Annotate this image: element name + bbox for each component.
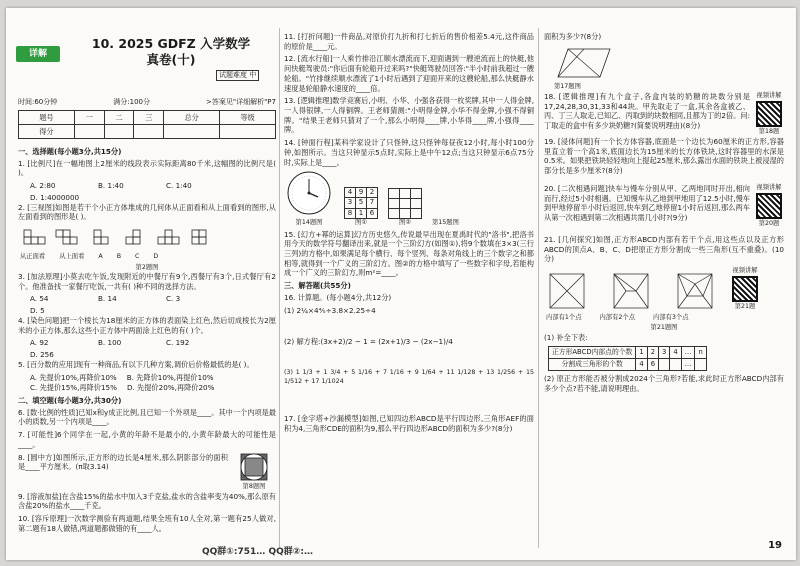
video-label-20: 视频讲解: [756, 183, 782, 191]
magic-square-2-cell: [389, 209, 400, 219]
qq-group-bar: QQ群①:751… QQ群②:…: [202, 546, 313, 557]
q21-table-head-3: 3: [659, 346, 670, 358]
column-1: [18, 144, 276, 550]
question-16: 16. 计算题。(每小题4分,共12分): [284, 292, 392, 302]
q21-label-0: 内部有1个点: [546, 313, 582, 321]
q5-option-1: B. 先降价10%,再提价10%: [126, 372, 214, 382]
question-2-figures: [18, 225, 276, 251]
qr-code-21[interactable]: [732, 276, 758, 302]
magic-square-2-cell: [411, 199, 422, 209]
magic-square-2-cell: [411, 189, 422, 199]
question-16-1: (1) 2¼×4⅘÷3.8×2.25÷4: [284, 305, 376, 315]
magic-square-1-cell: 7: [367, 198, 378, 208]
question-17-continued: 面积为多少?(8分): [544, 32, 602, 41]
score-cell-0: 得分: [19, 125, 75, 139]
question-21-part-1: (1) 补全下表:: [544, 332, 588, 342]
q21-label-1: 内部有2个点: [599, 313, 635, 321]
circle-square-figure: [237, 453, 271, 481]
q2-label-1: 从上面看: [59, 253, 85, 261]
question-17-caption: 第17题图: [554, 83, 581, 91]
q2-label-2: A: [98, 253, 103, 261]
magic-square-1-cell: 8: [345, 208, 356, 218]
q5-option-0: A. 先提价10%,再降价10%: [30, 372, 117, 382]
magic-square-2-cell: [400, 209, 411, 219]
score-cell-2: [104, 125, 134, 139]
question-13: 13. [逻辑推理]数学竞赛后,小明、小华、小强各获得一枚奖牌,其中一人得金牌,一人得银牌,一人得铜牌。王老师猜测:"小明得金牌,小华不得金牌,小强不得铜牌。"结果王老师只猜对了一个,那么小明得____牌,小华得____牌,小强得____牌。: [284, 96, 534, 135]
score-cell-3: [134, 125, 164, 139]
qr-code-18[interactable]: [756, 101, 782, 127]
score-header-1: 一: [74, 111, 104, 125]
score-header-0: 题号: [19, 111, 75, 125]
magic-square-1-cell: 6: [367, 208, 378, 218]
score-header-2: 二: [104, 111, 134, 125]
q1-option-1: B. 1:40: [98, 181, 124, 191]
section-fill: 二、填空题(每小题3分,共30分): [18, 395, 122, 405]
question-21-part-2: (2) 原正方形能否被分割成2024个三角形?若能,求此时正方形ABCD内部有多少个点?若不能,请说明理由。: [544, 374, 784, 393]
q21-label-2: 内部有3个点: [653, 313, 689, 321]
square-division-figures: [544, 272, 724, 312]
magic-square-1-cell: 1: [356, 208, 367, 218]
question-16-2: (2) 解方程:(3x+2)/2 − 1 = (2x+1)/3 − (2x−1)/4: [284, 337, 453, 347]
magic-square-2-cell: [400, 189, 411, 199]
q1-option-3: D. 1:4000000: [30, 192, 80, 202]
magic-square-2-cell: [400, 199, 411, 209]
q1-option-2: C. 1:40: [166, 181, 192, 191]
question-5: 5. [百分数的应用]现有一种商品,有以下几种方案,调价后价格最低的是( )。: [18, 359, 254, 369]
question-2-labels: [18, 253, 276, 262]
score-header-3: 三: [134, 111, 164, 125]
question-9: 9. [溶液加盐]在含盐15%的盐水中加入3千克盐,盐水的含盐率变为40%,那么原有含盐20%的盐水____千克。: [18, 491, 276, 511]
score-cell-1: [74, 125, 104, 139]
q4-option-0: A. 92: [30, 338, 49, 348]
q21-table-cell-1: 4: [636, 358, 647, 370]
magic-square-2-cell: [411, 209, 422, 219]
column-divider-1: [279, 28, 280, 548]
question-16-3: (3) 1 1/3 + 1 3/4 + 5 1/16 + 7 1/16 + 9 1/64 + 11 1/128 + 13 1/256 + 15 1/512 + 17 1/1024: [284, 369, 534, 385]
qr-code-20[interactable]: [756, 193, 782, 219]
question-8-caption: 第8题图: [242, 483, 266, 491]
magic-square-1-cell: 9: [356, 187, 367, 197]
question-21-table: [548, 346, 707, 371]
q2-label-5: D: [153, 253, 159, 261]
q4-option-2: C. 192: [166, 338, 190, 348]
question-14-caption: 第14题图: [295, 219, 323, 227]
column-3: [544, 32, 784, 550]
magic-square-1-cell: 2: [367, 187, 378, 197]
q21-table-cell-3: [659, 358, 670, 370]
q3-option-1: B. 14: [98, 294, 117, 304]
section-choice: 一、选择题(每小题3分,共15分): [18, 147, 122, 156]
clock-figure: [284, 170, 334, 216]
question-3: 3. [加法原理]小莫去吃午饭,发现附近的中餐厅有9个,西餐厅有3个,日式餐厅有2个。他准备找一家餐厅吃饭,一共有( )种不同的选择方法。: [18, 272, 276, 291]
q21-table-cell-4: [670, 358, 681, 370]
q21-table-cell-5: …: [681, 358, 695, 370]
score-header-4: 总分: [164, 111, 220, 125]
brand-logo: 详解: [16, 46, 60, 62]
magic-square-2-cell: [389, 199, 400, 209]
exam-title: [76, 36, 266, 69]
q3-option-2: C. 3: [166, 294, 181, 304]
score-cell-5: [220, 125, 276, 139]
magic-square-1-cell: 3: [345, 198, 356, 208]
q4-option-1: B. 100: [98, 338, 122, 348]
question-20: 20. [二次相遇问题]快车与慢车分别从甲、乙两地同时开出,相向而行,经过5小时相遇。已知慢车从乙地到甲地用了12.5小时,慢车到甲地停留半小时后返回,快车到乙地停留1小时后返回,那么两车从第一次相遇到第二次相遇共需几小时?(9分): [544, 183, 750, 222]
question-3-options: [18, 294, 276, 315]
q21-table-head-5: …: [681, 346, 695, 358]
score-cell-4: [164, 125, 220, 139]
question-11: 11. [打折问题]一件商品,对原价打九折和打七折后的售价相差5.4元,这件商品的原价是____元。: [284, 32, 534, 51]
q2-label-4: C: [135, 253, 140, 261]
qr-caption-21: 第21题: [734, 303, 756, 311]
column-divider-2: [538, 28, 539, 548]
exam-page: [6, 8, 796, 560]
question-1: 1. [比例尺]在一幅地图上2厘米的线段表示实际距离80千米,这幅图的比例尺是( )。: [18, 158, 276, 178]
q5-option-3: D. 先提价20%,再降价20%: [126, 383, 215, 393]
q4-option-3: D. 256: [30, 350, 54, 360]
score-header-5: 等级: [220, 111, 276, 125]
qr-caption-20: 第20题: [758, 220, 780, 228]
q21-table-cell-0: 分割成三角形的个数: [549, 358, 636, 370]
three-view-diagram: [22, 225, 222, 251]
q2-label-0: 从正面看: [20, 253, 46, 261]
q2-label-3: B: [116, 253, 122, 261]
parallelogram-figure: [554, 45, 614, 81]
title-line-1: 10. 2025 GDFZ 入学数学: [91, 36, 251, 51]
video-label-21: 视频讲解: [732, 266, 758, 274]
question-21-labels: [544, 314, 784, 323]
page-number: 19: [768, 539, 782, 551]
question-19: 19. [浸体问题]有一个长方体容器,底面是一个边长为60厘米的正方形,容器里直立着一个高1米,底面边长为15厘米的长方体铁块,这时容器里的水深是0.5米。如果把铁块轻轻地向上提起25厘米,那么露出水面的铁块上被浸湿的部分长是多少厘米?(8分): [544, 136, 784, 176]
question-6: 6. [数·比例的性质]已知x和y成正比例,且已知一个外项是____。其中一个内项是最小的质数,另一个内项是____。: [18, 407, 276, 427]
q1-option-0: A. 2:80: [30, 181, 56, 191]
question-4-options: [18, 338, 276, 359]
q3-option-0: A. 54: [30, 294, 49, 304]
q21-table-head-6: n: [695, 346, 706, 358]
title-line-2: 真卷(十): [146, 52, 196, 68]
magic-square-2-cell: [389, 189, 400, 199]
question-1-options: [18, 181, 276, 202]
question-2-caption: 第2题图: [135, 263, 159, 271]
section-answer: 三、解答题(共55分): [284, 281, 351, 291]
exam-total: 满分:100分: [113, 98, 150, 106]
figure-2-label: 图②: [399, 219, 411, 227]
magic-square-2: [388, 188, 422, 219]
question-14: 14. [钟面行程]某科学家设计了只怪钟,这只怪钟每昼夜12小时,每小时100分钟,如图所示。当这只钟显示5点时,实际上是中午12点;当这只钟显示6点75分时,实际上是____。: [284, 138, 534, 167]
question-12: 12. [流水行船]一人乘竹排沿江顺水漂流而下,迎面遇到一艘逆流而上的快艇,他问快艇驾驶员:"你后面有轮船开过来吗?"快艇驾驶员回答:"半小时前我超过一艘轮船。"竹排继续顺水漂流了1小时后遇到了迎面开来的这艘轮船,那么快艇静水速度是轮船静水速度的____倍。: [284, 54, 534, 93]
video-label-18: 视频讲解: [756, 91, 782, 99]
question-15: 15. [幻方+幂的运算]幻方历史悠久,传说最早出现在夏禹时代的"洛书",把洛书用今天的数学符号翻译出来,就是一个三阶幻方(如图①),将9个数填在3×3(三行三列)的方格中,如果满足每个横行、每个竖列、每条对角线上的三个数字之和都相等,就得到一个广义的三阶幻方。图②的方格中填写了一些数字和字母,若能构成一个广义的三阶幻方,则m²=____。: [284, 229, 534, 278]
q5-option-2: C. 先提价15%,再降价15%: [30, 383, 117, 393]
q21-table-head-1: 1: [636, 346, 647, 358]
qr-caption-18: 第18题: [758, 128, 780, 136]
magic-square-1: [344, 187, 378, 219]
q21-table-cell-6: [695, 358, 706, 370]
figure-1-label: 图①: [355, 219, 367, 227]
q21-table-cell-2: 6: [647, 358, 658, 370]
magic-square-1-cell: 4: [345, 187, 356, 197]
question-21-caption: 第21题图: [650, 324, 678, 332]
question-5-options: [18, 373, 276, 393]
q21-table-head-2: 2: [647, 346, 658, 358]
exam-meta: [18, 98, 276, 107]
magic-square-1-cell: 5: [356, 198, 367, 208]
exam-time: 时间:60分钟: [18, 98, 58, 106]
question-17: 17. [金字塔+沙漏模型]如图,已知四边形ABCD是平行四边形,三角形AEF的面积为4,三角形CDE的面积为9,那么平行四边形ABCD的面积为多少?(8分): [284, 414, 534, 433]
question-4: 4. [染色问题]把一个棱长为18厘米的正方体的表面染上红色,然后切成棱长为2厘米的小正方体,那么这些小正方体中两面涂上红色的有( )个。: [18, 315, 276, 335]
question-2: 2. [三视图]如图是若干个小正方体堆成的几何体从正面看和从上面看到的图形,从左面看到的图形是( )。: [18, 202, 276, 222]
question-8: 8. [圆中方]如图所示,正方形的边长是4厘米,那么阴影部分的面积是____平方厘米。(π取3.14): [18, 452, 228, 472]
question-10: 10. [容斥原理]一次数学测验有两道题,结果全班有10人全对,第一题有25人做对,第二题有18人做错,两道题都做错的有____人。: [18, 514, 276, 533]
answer-reference: >答案见"详细解析"P7: [206, 98, 276, 106]
question-18: 18. [逻辑推理]有九个盒子,各盒内装的奶糖的块数分别是17,24,28,30,31,33和44块。甲先取走了一盒,其余各盒被乙、丙、丁三人取走,已知乙、丙取到的块数相同,且都为丁的2倍。问:丁取走的盒中有多少块奶糖?(简要说明理由)(8分): [544, 91, 750, 131]
question-21: 21. [几何探究]如图,正方形ABCD内部有若干个点,用这些点以及正方形ABCD的顶点A、B、C、D把原正方形分割成一些三角形(互不重叠)。(10分): [544, 234, 784, 264]
column-2: [284, 32, 534, 550]
q3-option-3: D. 5: [30, 306, 45, 316]
question-15-caption: 第15题图: [432, 219, 459, 227]
q21-table-head-4: 4: [670, 346, 681, 358]
score-table: [18, 110, 276, 139]
difficulty-badge: 试题难度 中: [216, 70, 259, 81]
question-7: 7. [可能性]6个同学在一起,小黄的年龄不是最小的,小黄年龄最大的可能性是____。: [18, 430, 276, 449]
q21-table-head-0: 正方形ABCD内部点的个数: [549, 346, 636, 358]
